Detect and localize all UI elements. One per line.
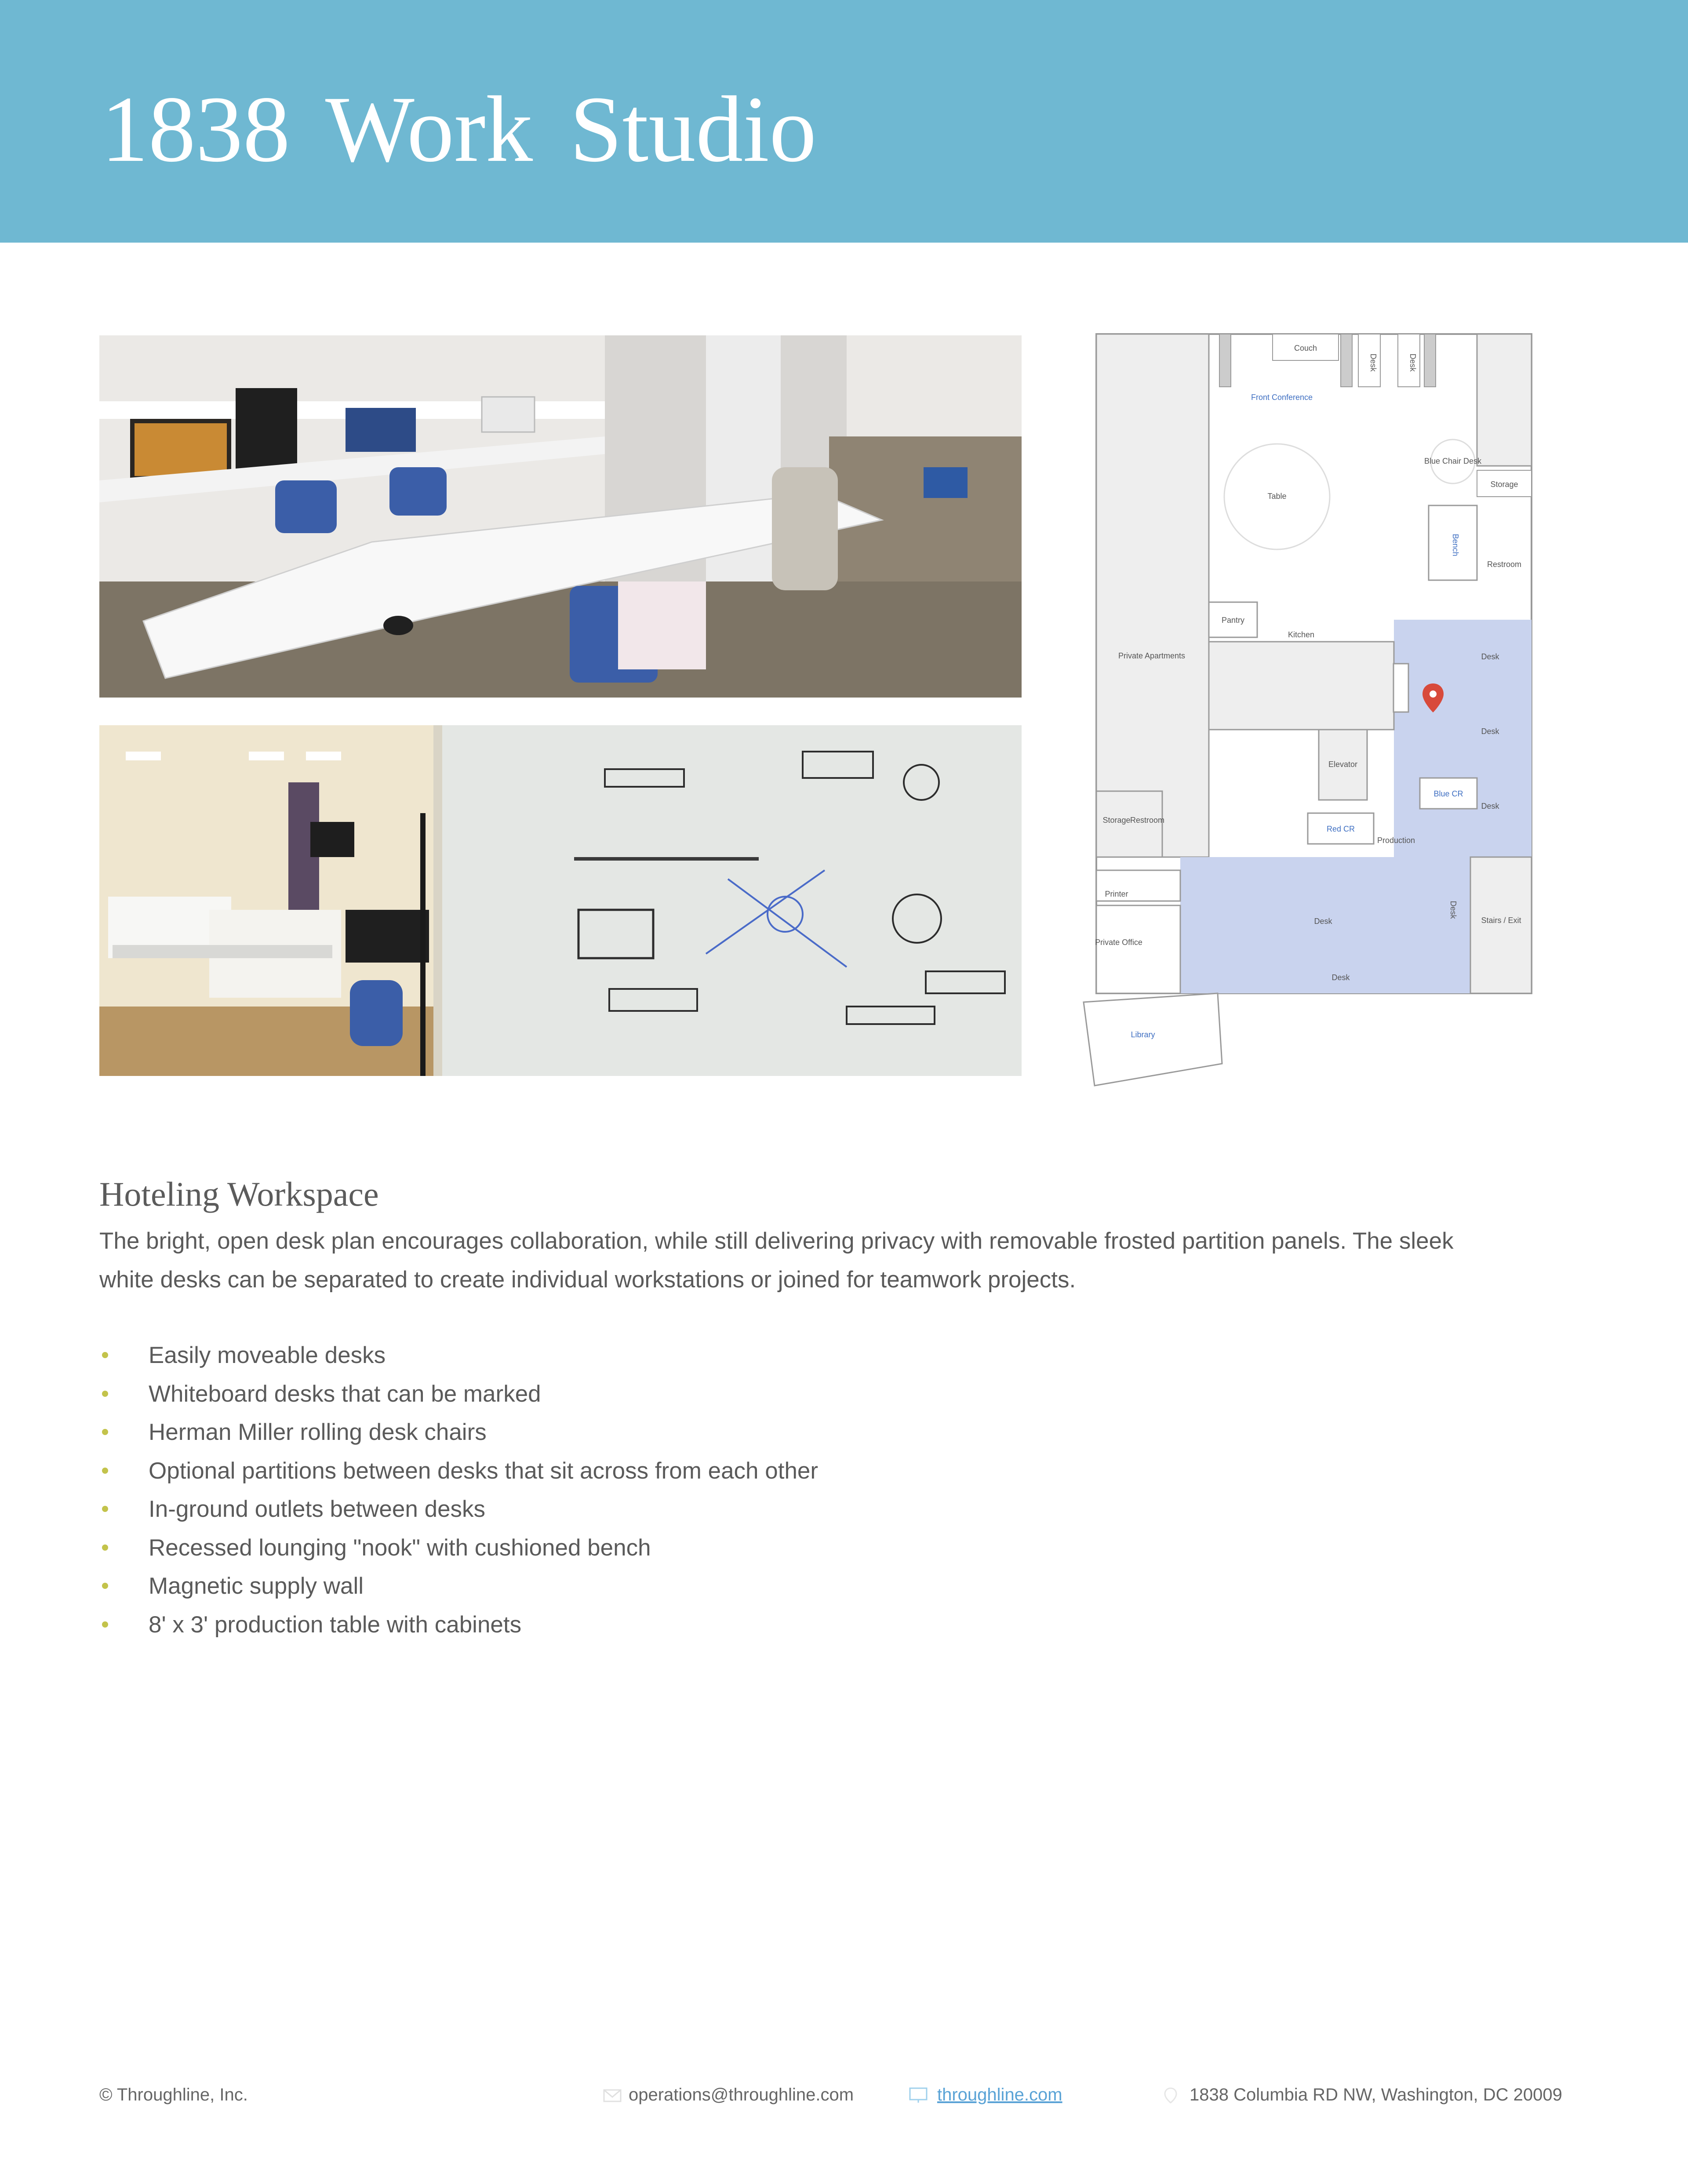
fp-desk-label: Desk [1481, 652, 1499, 661]
fp-desk-label: Desk [1481, 727, 1499, 736]
fp-table-label: Table [1267, 492, 1287, 501]
fp-desk-label: Desk [1408, 353, 1417, 372]
bullet-icon [102, 1352, 108, 1358]
whiteboard-area-photo [99, 725, 1022, 1076]
fp-restroom-label: Restroom [1130, 816, 1165, 825]
feature-item [99, 1606, 818, 1644]
bullet-icon [102, 1391, 108, 1397]
fp-desk-label: Desk [1449, 901, 1458, 919]
bullet-icon [102, 1621, 108, 1628]
monitor-icon [908, 2086, 928, 2104]
fp-elevator-label: Elevator [1328, 760, 1358, 769]
feature-text: In-ground outlets between desks [149, 1496, 486, 1522]
fp-blue-chair-desk-label: Blue Chair Desk [1424, 457, 1482, 465]
feature-item [99, 1375, 818, 1414]
fp-blue-cr-label: Blue CR [1433, 789, 1463, 798]
floor-plan [1077, 330, 1534, 1090]
highlight-area-east [1394, 620, 1532, 861]
footer-address [1160, 2085, 1562, 2105]
footer-website-link[interactable]: throughline.com [937, 2085, 1062, 2104]
email-icon [602, 2086, 622, 2104]
footer-email[interactable] [602, 2085, 854, 2105]
section-body: The bright, open desk plan encourages collaboration, while still delivering privacy with removable frosted partition panels. The sleek white desks can be separated to create individual workstations or joined for teamwork projects. [99, 1228, 1454, 1293]
fp-desk-label: Desk [1314, 917, 1332, 926]
bullet-icon [102, 1544, 108, 1551]
header-band [0, 0, 1688, 243]
feature-text: Whiteboard desks that can be marked [149, 1381, 541, 1407]
bullet-icon [102, 1468, 108, 1474]
fp-restroom-label: Restroom [1487, 560, 1522, 569]
fp-private-apartments-label: Private Apartments [1118, 651, 1186, 660]
fp-bench-label: Bench [1451, 534, 1460, 556]
footer-website[interactable] [908, 2085, 1062, 2105]
feature-list [99, 1336, 818, 1644]
bullet-icon [102, 1506, 108, 1512]
feature-text: Optional partitions between desks that sit across from each other [149, 1457, 819, 1484]
fp-desk-label: Desk [1331, 973, 1350, 982]
fp-couch-label: Couch [1294, 344, 1317, 352]
desk-area-photo [99, 335, 1022, 698]
fp-library-label: Library [1131, 1030, 1155, 1039]
fp-desk-label: Desk [1481, 802, 1499, 810]
footer-copyright: © Throughline, Inc. [99, 2085, 248, 2104]
bullet-icon [102, 1429, 108, 1435]
feature-item [99, 1490, 818, 1529]
footer-email-text[interactable]: operations@throughline.com [629, 2085, 854, 2104]
footer-address-text: 1838 Columbia RD NW, Washington, DC 20009 [1190, 2085, 1562, 2104]
location-icon [1160, 2086, 1181, 2104]
feature-item [99, 1413, 818, 1452]
page-title: 1838 Work Studio [101, 76, 817, 182]
fp-storage-label: Storage [1102, 816, 1131, 825]
feature-item [99, 1336, 818, 1375]
feature-item [99, 1567, 818, 1606]
fp-red-cr-label: Red CR [1326, 825, 1355, 833]
feature-item [99, 1529, 818, 1567]
feature-text: 8' x 3' production table with cabinets [149, 1611, 522, 1638]
section-heading: Hoteling Workspace [99, 1175, 379, 1213]
feature-text: Easily moveable desks [149, 1342, 386, 1368]
feature-text: Magnetic supply wall [149, 1573, 364, 1599]
fp-front-conference-label: Front Conference [1251, 393, 1313, 402]
fp-kitchen-label: Kitchen [1288, 630, 1315, 639]
fp-private-office-label: Private Office [1095, 938, 1142, 947]
bullet-icon [102, 1583, 108, 1589]
fp-storage-label: Storage [1490, 480, 1518, 489]
feature-text: Herman Miller rolling desk chairs [149, 1419, 487, 1445]
fp-production-label: Production [1377, 836, 1415, 845]
fp-pantry-label: Pantry [1221, 616, 1245, 625]
fp-printer-label: Printer [1105, 890, 1128, 898]
fp-desk-label: Desk [1369, 353, 1378, 372]
feature-item [99, 1452, 818, 1490]
feature-text: Recessed lounging "nook" with cushioned bench [149, 1534, 651, 1561]
fp-stairs-exit-label: Stairs / Exit [1481, 916, 1521, 925]
